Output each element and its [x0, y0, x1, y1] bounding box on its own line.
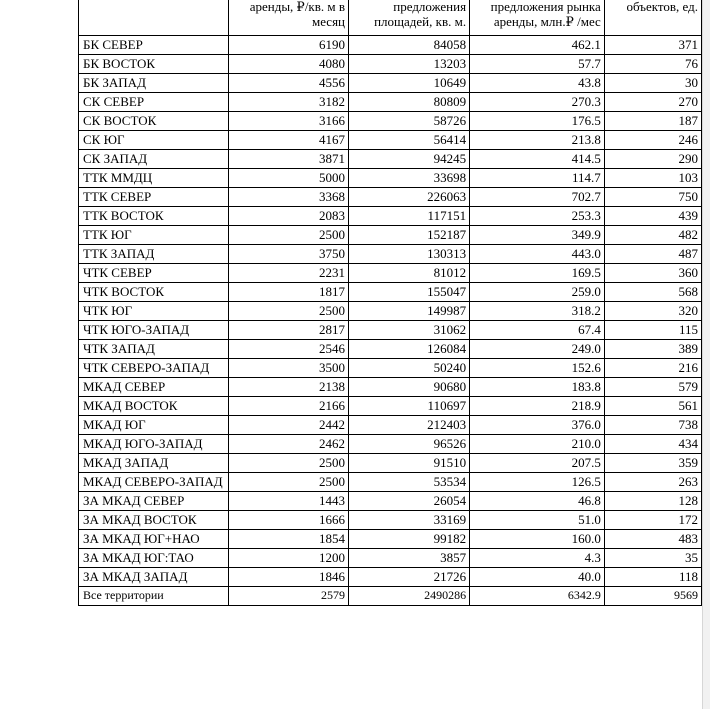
objects-count-cell: 320	[604, 302, 701, 321]
market-volume-cell: 160.0	[470, 530, 605, 549]
area-cell: 130313	[349, 245, 470, 264]
area-cell: 33169	[349, 511, 470, 530]
region-name-cell: ЗА МКАД ВОСТОК	[79, 511, 229, 530]
region-name-cell: ЗА МКАД СЕВЕР	[79, 492, 229, 511]
objects-count-cell: 579	[604, 378, 701, 397]
region-name-cell: СК ВОСТОК	[79, 112, 229, 131]
objects-count-cell: 9569	[604, 587, 701, 606]
rent-rate-cell: 4080	[228, 55, 348, 74]
objects-count-cell: 738	[604, 416, 701, 435]
table-row	[79, 93, 702, 112]
market-volume-cell: 51.0	[470, 511, 605, 530]
market-volume-cell: 376.0	[470, 416, 605, 435]
rent-rate-cell: 4556	[228, 74, 348, 93]
market-volume-cell: 207.5	[470, 454, 605, 473]
objects-count-cell: 389	[604, 340, 701, 359]
region-name-cell: ЧТК ЮГ	[79, 302, 229, 321]
rent-rate-cell: 2442	[228, 416, 348, 435]
table-body	[79, 36, 702, 606]
rent-rate-cell: 1666	[228, 511, 348, 530]
market-volume-cell: 152.6	[470, 359, 605, 378]
table-total-row	[79, 587, 702, 606]
table-row	[79, 568, 702, 587]
table-row	[79, 207, 702, 226]
region-name-cell: МКАД ЮГ	[79, 416, 229, 435]
region-name-cell: Все территории	[79, 587, 229, 606]
objects-count-cell: 561	[604, 397, 701, 416]
table-row	[79, 264, 702, 283]
header-rent-rate: аренды, ₽/кв. м в месяц	[228, 0, 348, 36]
region-name-cell: БК ЗАПАД	[79, 74, 229, 93]
table-row	[79, 283, 702, 302]
rent-rate-cell: 2231	[228, 264, 348, 283]
rent-rate-cell: 1854	[228, 530, 348, 549]
area-cell: 3857	[349, 549, 470, 568]
market-volume-cell: 249.0	[470, 340, 605, 359]
region-name-cell: СК ЮГ	[79, 131, 229, 150]
market-volume-cell: 126.5	[470, 473, 605, 492]
objects-count-cell: 483	[604, 530, 701, 549]
table-row	[79, 359, 702, 378]
objects-count-cell: 487	[604, 245, 701, 264]
region-name-cell: ЧТК ЗАПАД	[79, 340, 229, 359]
area-cell: 33698	[349, 169, 470, 188]
rent-rate-cell: 2817	[228, 321, 348, 340]
rent-rate-cell: 3750	[228, 245, 348, 264]
area-cell: 26054	[349, 492, 470, 511]
market-volume-cell: 46.8	[470, 492, 605, 511]
table-row	[79, 36, 702, 55]
market-volume-cell: 443.0	[470, 245, 605, 264]
market-volume-cell: 414.5	[470, 150, 605, 169]
rent-rate-cell: 2546	[228, 340, 348, 359]
objects-count-cell: 172	[604, 511, 701, 530]
table-row	[79, 416, 702, 435]
market-volume-cell: 114.7	[470, 169, 605, 188]
area-cell: 80809	[349, 93, 470, 112]
market-volume-cell: 218.9	[470, 397, 605, 416]
region-name-cell: МКАД ВОСТОК	[79, 397, 229, 416]
region-name-cell: ЧТК ЮГО-ЗАПАД	[79, 321, 229, 340]
table-row	[79, 473, 702, 492]
objects-count-cell: 439	[604, 207, 701, 226]
area-cell: 58726	[349, 112, 470, 131]
market-volume-cell: 57.7	[470, 55, 605, 74]
region-name-cell: БК ВОСТОК	[79, 55, 229, 74]
table-row	[79, 454, 702, 473]
market-volume-cell: 253.3	[470, 207, 605, 226]
area-cell: 152187	[349, 226, 470, 245]
rent-rate-cell: 1200	[228, 549, 348, 568]
market-volume-cell: 67.4	[470, 321, 605, 340]
objects-count-cell: 30	[604, 74, 701, 93]
objects-count-cell: 263	[604, 473, 701, 492]
area-cell: 94245	[349, 150, 470, 169]
region-name-cell: ЧТК СЕВЕРО-ЗАПАД	[79, 359, 229, 378]
region-name-cell: МКАД СЕВЕРО-ЗАПАД	[79, 473, 229, 492]
market-volume-cell: 349.9	[470, 226, 605, 245]
area-cell: 126084	[349, 340, 470, 359]
rent-rate-cell: 2500	[228, 302, 348, 321]
region-name-cell: ТТК СЕВЕР	[79, 188, 229, 207]
table-row	[79, 511, 702, 530]
area-cell: 117151	[349, 207, 470, 226]
objects-count-cell: 434	[604, 435, 701, 454]
objects-count-cell: 360	[604, 264, 701, 283]
table-row	[79, 530, 702, 549]
market-volume-cell: 176.5	[470, 112, 605, 131]
objects-count-cell: 118	[604, 568, 701, 587]
objects-count-cell: 128	[604, 492, 701, 511]
table-row	[79, 188, 702, 207]
region-name-cell: МКАД СЕВЕР	[79, 378, 229, 397]
objects-count-cell: 371	[604, 36, 701, 55]
header-market-volume: предложения рынка аренды, млн.₽ /мес	[470, 0, 605, 36]
rent-rate-cell: 2138	[228, 378, 348, 397]
area-cell: 99182	[349, 530, 470, 549]
market-volume-cell: 4.3	[470, 549, 605, 568]
market-volume-cell: 213.8	[470, 131, 605, 150]
objects-count-cell: 216	[604, 359, 701, 378]
area-cell: 56414	[349, 131, 470, 150]
region-name-cell: МКАД ЗАПАД	[79, 454, 229, 473]
region-name-cell: ТТК ММДЦ	[79, 169, 229, 188]
region-name-cell: ТТК ЮГ	[79, 226, 229, 245]
table-row	[79, 302, 702, 321]
area-cell: 13203	[349, 55, 470, 74]
table-header-row	[79, 0, 702, 36]
rent-rate-cell: 1846	[228, 568, 348, 587]
rent-rate-cell: 2083	[228, 207, 348, 226]
objects-count-cell: 115	[604, 321, 701, 340]
market-volume-cell: 169.5	[470, 264, 605, 283]
rental-market-table	[78, 0, 702, 606]
table-row	[79, 321, 702, 340]
region-name-cell: ТТК ЗАПАД	[79, 245, 229, 264]
region-name-cell: ЧТК СЕВЕР	[79, 264, 229, 283]
area-cell: 53534	[349, 473, 470, 492]
area-cell: 10649	[349, 74, 470, 93]
region-name-cell: ЗА МКАД ЗАПАД	[79, 568, 229, 587]
rent-rate-cell: 3166	[228, 112, 348, 131]
region-name-cell: ЗА МКАД ЮГ:ТАО	[79, 549, 229, 568]
region-name-cell: ТТК ВОСТОК	[79, 207, 229, 226]
table-row	[79, 150, 702, 169]
table-row	[79, 435, 702, 454]
rent-rate-cell: 3368	[228, 188, 348, 207]
rent-rate-cell: 2462	[228, 435, 348, 454]
rent-rate-cell: 1443	[228, 492, 348, 511]
rent-rate-cell: 3182	[228, 93, 348, 112]
market-volume-cell: 6342.9	[470, 587, 605, 606]
area-cell: 84058	[349, 36, 470, 55]
rent-rate-cell: 4167	[228, 131, 348, 150]
table-row	[79, 549, 702, 568]
objects-count-cell: 568	[604, 283, 701, 302]
table-row	[79, 112, 702, 131]
market-volume-cell: 270.3	[470, 93, 605, 112]
rent-rate-cell: 6190	[228, 36, 348, 55]
market-volume-cell: 210.0	[470, 435, 605, 454]
region-name-cell: БК СЕВЕР	[79, 36, 229, 55]
area-cell: 96526	[349, 435, 470, 454]
objects-count-cell: 359	[604, 454, 701, 473]
area-cell: 2490286	[349, 587, 470, 606]
region-name-cell: СК СЕВЕР	[79, 93, 229, 112]
objects-count-cell: 750	[604, 188, 701, 207]
area-cell: 149987	[349, 302, 470, 321]
area-cell: 226063	[349, 188, 470, 207]
area-cell: 31062	[349, 321, 470, 340]
objects-count-cell: 187	[604, 112, 701, 131]
header-region	[79, 0, 229, 36]
region-name-cell: ЧТК ВОСТОК	[79, 283, 229, 302]
region-name-cell: МКАД ЮГО-ЗАПАД	[79, 435, 229, 454]
region-name-cell: СК ЗАПАД	[79, 150, 229, 169]
area-cell: 81012	[349, 264, 470, 283]
objects-count-cell: 76	[604, 55, 701, 74]
market-volume-cell: 259.0	[470, 283, 605, 302]
rent-rate-cell: 5000	[228, 169, 348, 188]
objects-count-cell: 482	[604, 226, 701, 245]
rent-rate-cell: 2579	[228, 587, 348, 606]
objects-count-cell: 246	[604, 131, 701, 150]
objects-count-cell: 103	[604, 169, 701, 188]
market-volume-cell: 702.7	[470, 188, 605, 207]
objects-count-cell: 290	[604, 150, 701, 169]
table-row	[79, 74, 702, 93]
area-cell: 155047	[349, 283, 470, 302]
rent-rate-cell: 3500	[228, 359, 348, 378]
header-area-supply: предложения площадей, кв. м.	[349, 0, 470, 36]
area-cell: 21726	[349, 568, 470, 587]
rent-rate-cell: 1817	[228, 283, 348, 302]
table-row	[79, 169, 702, 188]
rent-rate-cell: 3871	[228, 150, 348, 169]
area-cell: 91510	[349, 454, 470, 473]
region-name-cell: ЗА МКАД ЮГ+НАО	[79, 530, 229, 549]
market-volume-cell: 43.8	[470, 74, 605, 93]
area-cell: 110697	[349, 397, 470, 416]
table-row	[79, 340, 702, 359]
market-volume-cell: 40.0	[470, 568, 605, 587]
objects-count-cell: 270	[604, 93, 701, 112]
area-cell: 50240	[349, 359, 470, 378]
table-row	[79, 397, 702, 416]
rent-rate-cell: 2500	[228, 226, 348, 245]
area-cell: 212403	[349, 416, 470, 435]
area-cell: 90680	[349, 378, 470, 397]
table-row	[79, 55, 702, 74]
header-objects-count: объектов, ед.	[604, 0, 701, 36]
market-volume-cell: 183.8	[470, 378, 605, 397]
table-row	[79, 378, 702, 397]
rent-rate-cell: 2500	[228, 454, 348, 473]
rent-rate-cell: 2166	[228, 397, 348, 416]
market-volume-cell: 462.1	[470, 36, 605, 55]
market-volume-cell: 318.2	[470, 302, 605, 321]
table-row	[79, 131, 702, 150]
table-row	[79, 226, 702, 245]
objects-count-cell: 35	[604, 549, 701, 568]
rent-rate-cell: 2500	[228, 473, 348, 492]
table-row	[79, 492, 702, 511]
table-row	[79, 245, 702, 264]
